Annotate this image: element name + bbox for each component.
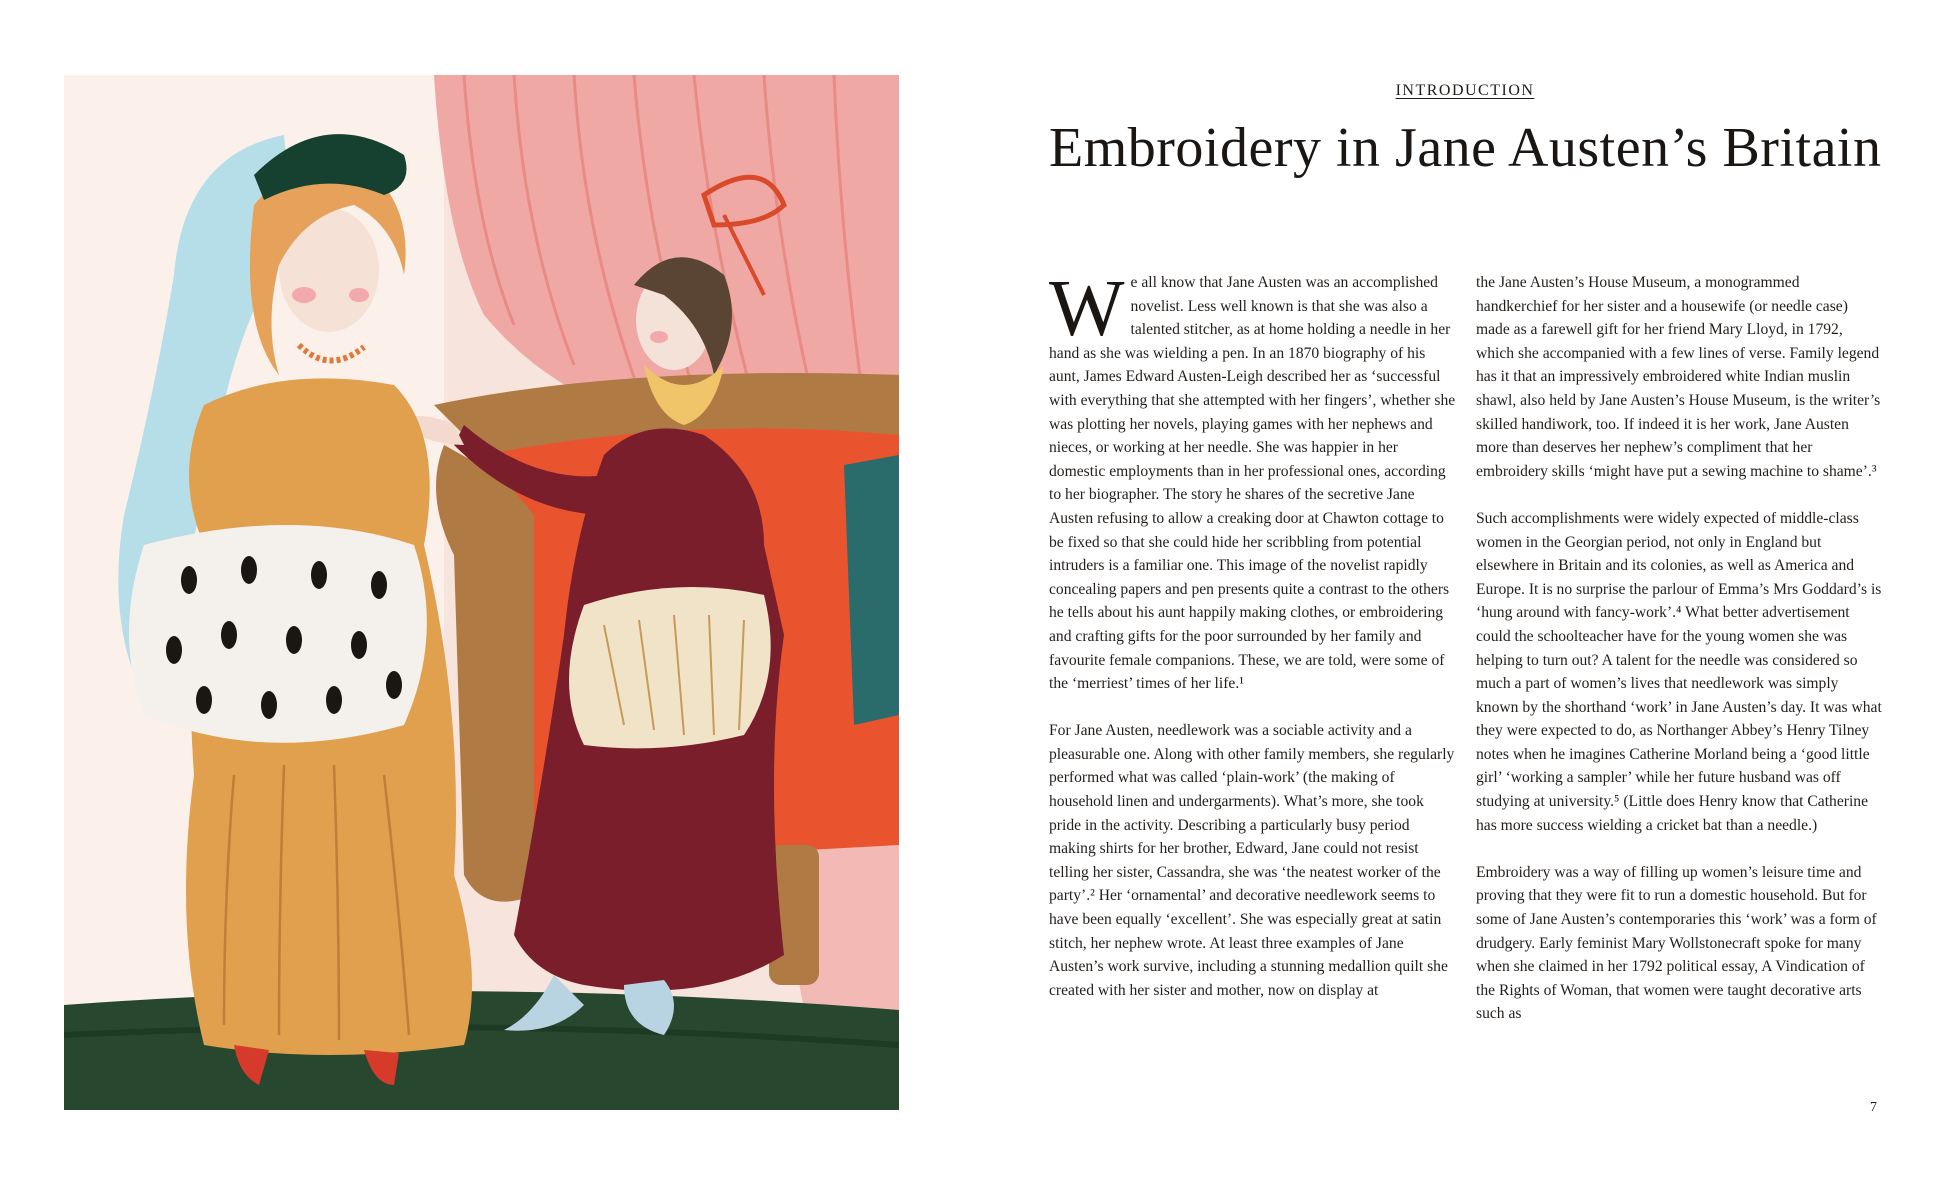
paragraph (1049, 265, 1457, 696)
paragraph: Such accomplishments were widely expected of middle-class women in the Georgian period, not only in England but elsewhere in Britain and its colonies, as well as America and Europe. It is no surprise the parlour of Emma’s Mrs Goddard’s is ‘hung around with fancy-work’.⁴ What better advertisement could the schoolteacher have for the young women she was helping to turn out? A talent for the needle was considered so much a part of women’s lives that needlework was simply known by the shorthand ‘work’ in Jane Austen’s day. It was what they were expected to do, as Northanger Abbey’s Henry Tilney notes when he imagines Catherine Morland being a ‘good little girl’ ‘working a sampler’ while her future husband was off studying at university.⁵ (Little does Henry know that Catherine has more success wielding a cricket bat than a needle.) (1476, 509, 1882, 834)
section-kicker: INTRODUCTION (1395, 82, 1535, 99)
illustration (64, 75, 899, 1110)
paragraph: Embroidery was a way of filling up women’s leisure time and proving that they were fit to run a domestic household. But for some of Jane Austen’s contemporaries this ‘work’ was a form of drudgery. Early feminist Mary Wollstonecraft spoke for many when she claimed in her 1792 political essay, A Vindication of the Rights of Woman, that women were taught decorative arts such as (1476, 863, 1877, 1023)
paragraph: the Jane Austen’s House Museum, a monogrammed handkerchief for her sister and a housewife (or needle case) made as a farewell gift for her friend Mary Lloyd, in 1792, which she accompanied with a few lines of verse. Family legend has it that an impressively embroidered white Indian muslin shawl, also held by Jane Austen’s House Museum, is the writer’s skilled handiwork, too. If indeed it is her work, Jane Austen more than deserves her nephew’s compliment that her embroidery skills ‘might have put a sewing machine to shame’.³ (1476, 274, 1881, 480)
drop-cap: W (1049, 265, 1125, 353)
paragraph-text: e all know that Jane Austen was an accomplished novelist. Less well known is that she was also a talented stitcher, as at home holding a needle in her hand as she was wielding a pen. In an 1870 biography of his aunt, James Edward Austen-Leigh described her as ‘successful with everything that she attempted with her fingers’, whether she was plotting her novels, playing games with her nephews and nieces, or working at her needle. She was happier in her domestic employments than in her professional ones, according to her biographer. The story he shares of the secretive Jane Austen refusing to allow a creaking door at Chawton cottage to be fixed so that she could hide her scribbling from potential intruders is a familiar one. This image of the novelist rapidly concealing papers and pen presents quite a contrast to the others he tells about his aunt happily making clothes, or embroidering and crafting gifts for the poor surrounded by her family and favourite female companions. These, we are told, were some of the ‘merriest’ times of her life.¹ (1049, 274, 1456, 693)
two-women-sewing-illustration-icon (64, 75, 899, 1110)
page-title: Embroidery in Jane Austen’s Britain (1049, 117, 1882, 179)
text-column-right (1476, 271, 1884, 1026)
text-column-left (1049, 265, 1457, 1002)
paragraph: For Jane Austen, needlework was a sociable activity and a pleasurable one. Along with other family members, she regularly performed what was called ‘plain-work’ (the making of household linen and undergarments). What’s more, she took pride in the activity. Describing a particularly busy period making shirts for her brother, Edward, Jane could not resist telling her sister, Cassandra, she was ‘the neatest worker of the party’.² Her ‘ornamental’ and decorative needlework seems to have been equally ‘excellent’. She was especially great at satin stitch, her nephew wrote. At least three examples of Jane Austen’s work survive, including a stunning medallion quilt she created with her sister and mother, now on display at (1049, 722, 1455, 999)
page-number: 7 (1870, 1100, 1877, 1115)
